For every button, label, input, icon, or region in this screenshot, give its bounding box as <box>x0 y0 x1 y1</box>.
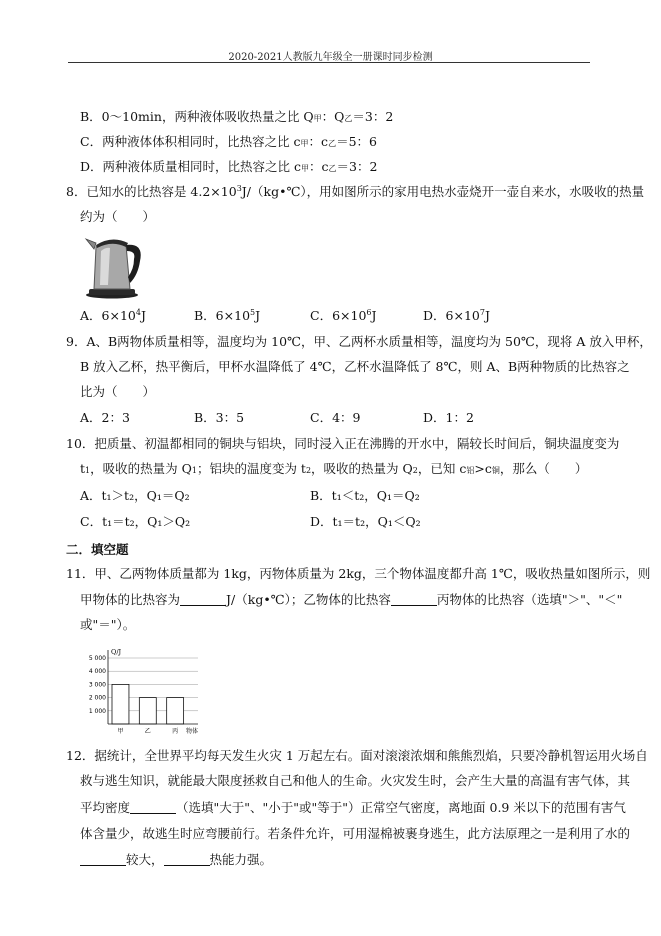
x-tick-label: 乙 <box>144 728 151 735</box>
q7-option-d: D．两种液体质量相同时，比热容之比 c甲：c乙＝3：2 <box>80 159 378 174</box>
q10-stem-line2: t1，吸收的热量为 Q1；铝块的温度变为 t2，吸收的热量为 Q2，已知 c铝>c铜，那么（ ） <box>80 461 588 476</box>
q10-option-b: B．t₁＜t₂，Q₁＝Q₂ <box>310 488 420 503</box>
q11-stem-line3: 或"＝"）。 <box>80 617 136 632</box>
q8-stem-line2: 约为（ ） <box>80 209 156 224</box>
q9-option-c: C．4：9 <box>310 410 361 425</box>
y-axis-label: Q/J <box>111 648 122 656</box>
q7-option-c: C．两种液体体积相同时，比热容之比 c甲：c乙＝5：6 <box>80 134 377 149</box>
y-tick-label: 2 000 <box>88 694 106 702</box>
q12-stem-line4: 体含量少，故逃生时应弯腰前行。若条件允许，可用湿棉被裹身逃生，此方法原理之一是利用了水的 <box>80 826 631 841</box>
q7-option-b: B．0～10min，两种液体吸收热量之比 Q甲：Q乙＝3：2 <box>80 109 394 124</box>
q12-blank-3[interactable] <box>164 853 210 866</box>
q12-stem-line1: 12．据统计，全世界平均每天发生火灾 1 万起左右。面对滚滚浓烟和熊熊烈焰，只要冷静机智运用火场自 <box>66 748 648 763</box>
kettle-image <box>84 231 144 299</box>
q12-stem-line3: 平均密度 （选填"大于"、"小于"或"等于"）正常空气密度，离地面 0.9 米以下的范围有害气 <box>80 800 626 815</box>
q12-blank-1[interactable] <box>130 801 176 814</box>
q9-option-a: A．2：3 <box>80 410 130 425</box>
q12-stem-line2: 救与逃生知识，就能最大限度拯救自己和他人的生命。火灾发生时，会产生大量的高温有害气体，其 <box>80 773 631 788</box>
x-tick-label: 丙 <box>172 728 179 735</box>
q9-stem-line3: 比为（ ） <box>80 384 156 399</box>
q9-stem-line2: B 放入乙杯，热平衡后，甲杯水温降低了 4℃，乙杯水温降低了 8℃，则 A、B两种物质的比热容之 <box>80 359 630 374</box>
page-header: 2020-2021人教版九年级全一册课时同步检测 <box>228 52 433 63</box>
q8-option-b: B．$6\times 10^5J$ <box>194 307 261 323</box>
q9-option-b: B．3：5 <box>194 410 245 425</box>
q11-stem-line1: 11．甲、乙两物体质量都为 1kg，丙物体质量为 2kg，三个物体温度都升高 1℃，吸收热量如图所示，则 <box>66 566 651 581</box>
bar-丙 <box>167 698 184 724</box>
header-divider <box>68 62 590 63</box>
q9-option-d: D．1：2 <box>423 410 474 425</box>
y-tick-label: 5 000 <box>88 655 106 662</box>
q10-option-c: C．t₁＝t₂，Q₁＞Q₂ <box>80 514 191 529</box>
q11-blank-1[interactable] <box>180 593 226 606</box>
q8-option-c: C．$6\times 10^6J$ <box>310 307 377 323</box>
q11-stem-line2: 甲物体的比热容为 J/（kg•℃）；乙物体的比热容 丙物体的比热容（选填"＞"、"＜" <box>80 592 623 607</box>
x-axis-label: 物体 <box>186 728 199 735</box>
q9-stem-line1: 9．A、B两物体质量相等，温度均为 10℃，甲、乙两杯水质量相等，温度均为 50℃，现将 A 放入甲杯， <box>66 334 652 349</box>
x-tick-label: 甲 <box>117 728 124 735</box>
q8-stem-line1: 8．已知水的比热容是 $4.2\times 10^3J/(kg•℃)$，用如图所示的家用电热水壶烧开一壶自来水，水吸收的热量 <box>66 183 645 199</box>
q8-option-a: A．$6\times 10^4J$ <box>80 307 146 323</box>
q12-stem-line5: 较大， 热能力强。 <box>80 852 272 868</box>
q10-option-a: A．t₁＞t₂，Q₁＝Q₂ <box>80 488 190 503</box>
heat-bar-chart <box>80 644 210 738</box>
bar-乙 <box>139 698 156 724</box>
q10-stem-line1: 10．把质量、初温都相同的铜块与铝块，同时浸入正在沸腾的开水中，隔较长时间后，铜块温度变为 <box>66 436 620 451</box>
y-tick-label: 3 000 <box>88 681 106 689</box>
y-tick-label: 4 000 <box>88 668 106 676</box>
q8-option-d: D．$6\times 10^7J$ <box>423 307 490 323</box>
section-title-fill-in: 二．填空题 <box>66 542 129 557</box>
q10-option-d: D．t₁＝t₂，Q₁＜Q₂ <box>310 514 421 529</box>
y-tick-label: 1 000 <box>88 707 106 715</box>
bar-甲 <box>112 684 129 724</box>
q12-blank-2[interactable] <box>80 853 126 866</box>
q11-blank-2[interactable] <box>391 593 437 606</box>
